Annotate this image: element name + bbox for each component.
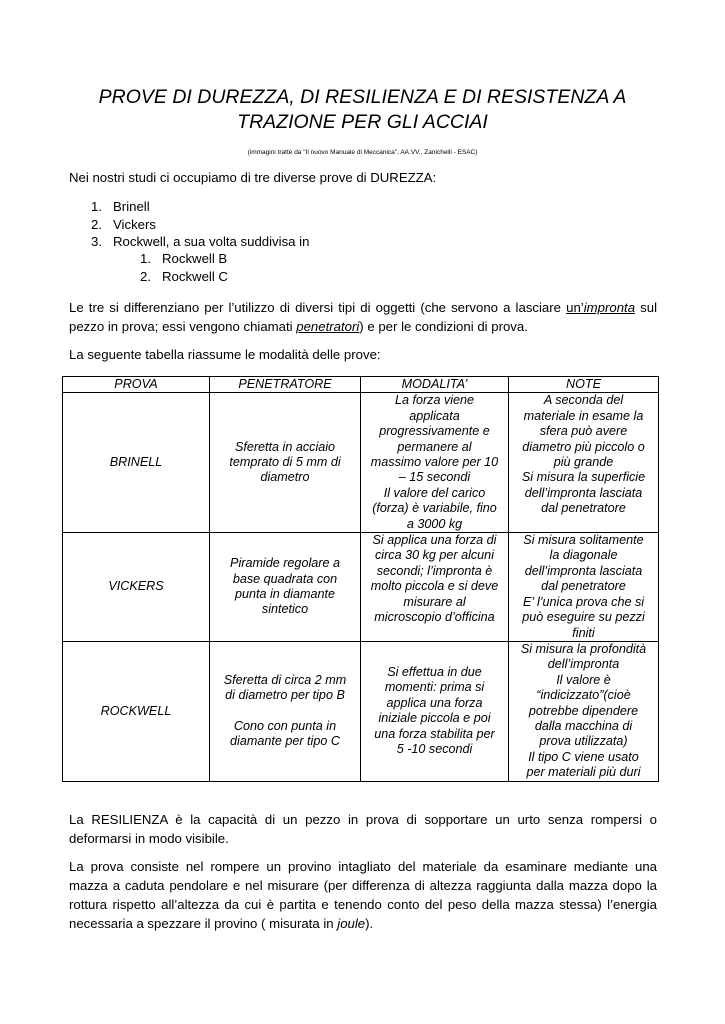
cell-note: A seconda del materiale in esame la sfera può avere diametro più piccolo o più grande Si misura la superficie dell’impronta lasciata dal penetratore [509,393,659,533]
resilienza-paragraph: La RESILIENZA è la capacità di un pezzo in prova di sopportare un urto senza rompersi o deformarsi in modo visibile. [69,812,657,846]
cell-modalita: La forza viene applicata progressivamente e permanere al massimo valore per 10 – 15 secondi Il valore del carico (forza) è variabile, fino a 3000 kg [361,393,509,533]
prova-resilienza-paragraph: La prova consiste nel rompere un provino intagliato del materiale da esaminare mediante una mazza a caduta pendolare e nel misurare (per differenza di altezza raggiunta dalla mazza dopo la rottura rispetto all’altezza da cui è partita e tenendo conto del peso della mazza stessa) l’energia necessaria a spezzare il provino ( misurata in joule). [69,859,657,931]
header-modalita: MODALITA’ [361,377,509,393]
title-line-1: PROVE DI DUREZZA, DI RESILIENZA E DI RESISTENZA A [98,86,627,108]
differences-paragraph: Le tre si differenziano per l’utilizzo di diversi tipi di oggetti (che servono a lasciare un’impronta sul pezzo in prova; essi vengono chiamati penetratori) e per le condizioni di prova. [69,300,657,334]
title-line-2: TRAZIONE PER GLI ACCIAI [237,111,488,133]
cell-prova: ROCKWELL [63,641,210,781]
cell-prova: VICKERS [63,533,210,642]
source-note: (immagini tratte da "Il nuovo Manuale di Meccanica", AA.VV., Zanichelli - ESAC) [247,149,478,156]
intro-paragraph: Nei nostri studi ci occupiamo di tre diverse prove di DUREZZA: [69,170,437,185]
list-item: 3. Rockwell, a sua volta suddivisa in [91,234,310,249]
cell-modalita: Si effettua in due momenti: prima si applica una forza iniziale piccola e poi una forza stabilita per 5 -10 secondi [361,641,509,781]
rockwell-sublist [140,250,228,285]
cell-prova: BRINELL [63,393,210,533]
header-note: NOTE [509,377,659,393]
hardness-tests-table [62,376,659,782]
cell-modalita: Si applica una forza di circa 30 kg per alcuni secondi; l’impronta è molto piccola e si deve misurare al microscopio d’officina [361,533,509,642]
list-item: 1. Rockwell B [140,251,228,266]
table-header-row [63,377,659,393]
table-intro: La seguente tabella riassume le modalità delle prove: [69,347,381,362]
cell-note: Si misura solitamente la diagonale dell’impronta lasciata dal penetratore E’ l’unica prova che si può eseguire su pezzi finiti [509,533,659,642]
list-item: 2. Vickers [91,216,156,232]
cell-note: Si misura la profondità dell’impronta Il valore è “indicizzato”(cioè potrebbe dipendere dalla macchina di prova utilizzata) Il tipo C viene usato per materiali più duri [509,641,659,781]
cell-penetratore: Piramide regolare a base quadrata con punta in diamante sintetico [210,533,361,642]
cell-penetratore: Sferetta in acciaio temprato di 5 mm di diametro [210,393,361,533]
list-item: 1. Brinell [91,199,150,214]
table-row [63,641,659,781]
document-title [40,85,685,135]
header-prova: PROVA [63,377,210,393]
list-item: 2. Rockwell C [140,268,228,284]
table-row [63,393,659,533]
tests-list [91,198,309,251]
cell-penetratore: Sferetta di circa 2 mm di diametro per tipo B Cono con punta in diamante per tipo C [210,641,361,781]
table-row [63,533,659,642]
header-penetratore: PENETRATORE [210,377,361,393]
